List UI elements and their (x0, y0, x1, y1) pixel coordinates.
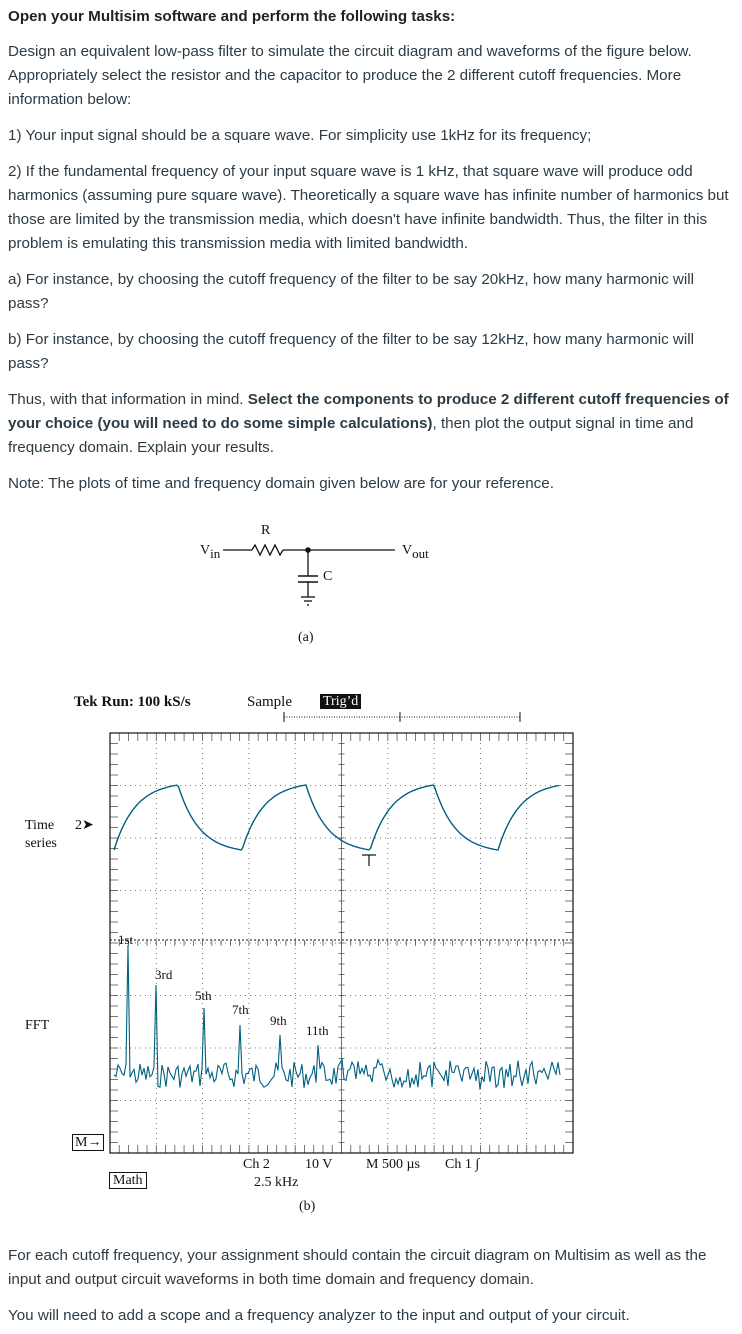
thus-pre: Thus, with that information in mind. (8, 391, 248, 408)
timebase-label: M 500 µs (366, 1157, 420, 1172)
thus-bold: Select the components to produce 2 different cutoff frequencies of your choice (you will need to do some simple calculations) (8, 391, 729, 432)
c-label: C (323, 569, 333, 584)
heading: Open your Multisim software and perform the following tasks: (8, 8, 456, 25)
vin-label: $V_{in}$ (200, 543, 221, 561)
tek-run-label: Tek Run: 100 kS/s (74, 694, 191, 710)
trigger-marker (362, 855, 376, 866)
vout-label: $V_{out}$ (402, 543, 429, 561)
ch1-label: Ch 1 ∫ (445, 1157, 480, 1172)
scope-grid (110, 733, 573, 1153)
footer-paragraph-1: For each cutoff frequency, your assignment should contain the circuit diagram on Multisim as well as the input and output circuit waveforms in both time domain and frequency domain. (8, 1247, 707, 1288)
fft-spectrum (114, 945, 560, 1090)
item-2: 2) If the fundamental frequency of your input square wave is 1 kHz, that square wave will produce odd harmonics (assuming pure square wave). Theoretically a square wave has infinite number of harmonics but those are limited by the transmission media, which doesn't have infinite bandwidth. Thus, the filter in this problem is emulating this transmission media with limited bandwidth. (8, 163, 729, 252)
harmonic-9-label: 9th (270, 1013, 287, 1028)
item-b: b) For instance, by choosing the cutoff frequency of the filter to be say 12kHz, how many harmonic will pass? (8, 331, 695, 372)
r-label: R (261, 523, 271, 538)
harmonic-7-label: 7th (232, 1002, 249, 1017)
math-label: Math (109, 1173, 147, 1189)
note: Note: The plots of time and frequency domain given below are for your reference. (8, 475, 554, 492)
circuit-caption: (a) (298, 630, 314, 645)
harmonic-5-label: 5th (195, 988, 212, 1003)
footer-paragraph-2: You will need to add a scope and a frequency analyzer to the input and output of your circuit. (8, 1307, 630, 1324)
item-a: a) For instance, by choosing the cutoff frequency of the filter to be say 20kHz, how many harmonic will pass? (8, 271, 695, 312)
series-label: series (25, 836, 57, 851)
harmonic-3-label: 3rd (155, 967, 173, 982)
trig-label: Trig’d (320, 694, 361, 710)
item-1: 1) Your input signal should be a square wave. For simplicity use 1kHz for its frequency; (8, 127, 592, 144)
sample-label: Sample (247, 694, 292, 710)
fft-label: FFT (25, 1018, 50, 1033)
m-marker: M→ (72, 1135, 104, 1151)
volts-div-label: 10 V (305, 1157, 333, 1172)
thus-post: , then plot the output signal in time and frequency domain. Explain your results. (8, 415, 694, 456)
scope-caption: (b) (299, 1199, 316, 1214)
time-label: Time (25, 818, 55, 833)
trigger-bar (284, 712, 520, 722)
ch2-label: Ch 2 (243, 1157, 270, 1172)
harmonic-1-label: 1st (118, 932, 134, 947)
channel-marker: 2➤ (75, 818, 94, 833)
time-series-waveform (114, 785, 560, 850)
fft-freq-label: 2.5 kHz (254, 1175, 299, 1190)
intro-paragraph: Design an equivalent low-pass filter to simulate the circuit diagram and waveforms of the figure below. Appropriately select the resistor and the capacitor to produce the 2 different cutoff frequencies. More information below: (8, 43, 692, 108)
harmonic-11-label: 11th (306, 1023, 329, 1038)
